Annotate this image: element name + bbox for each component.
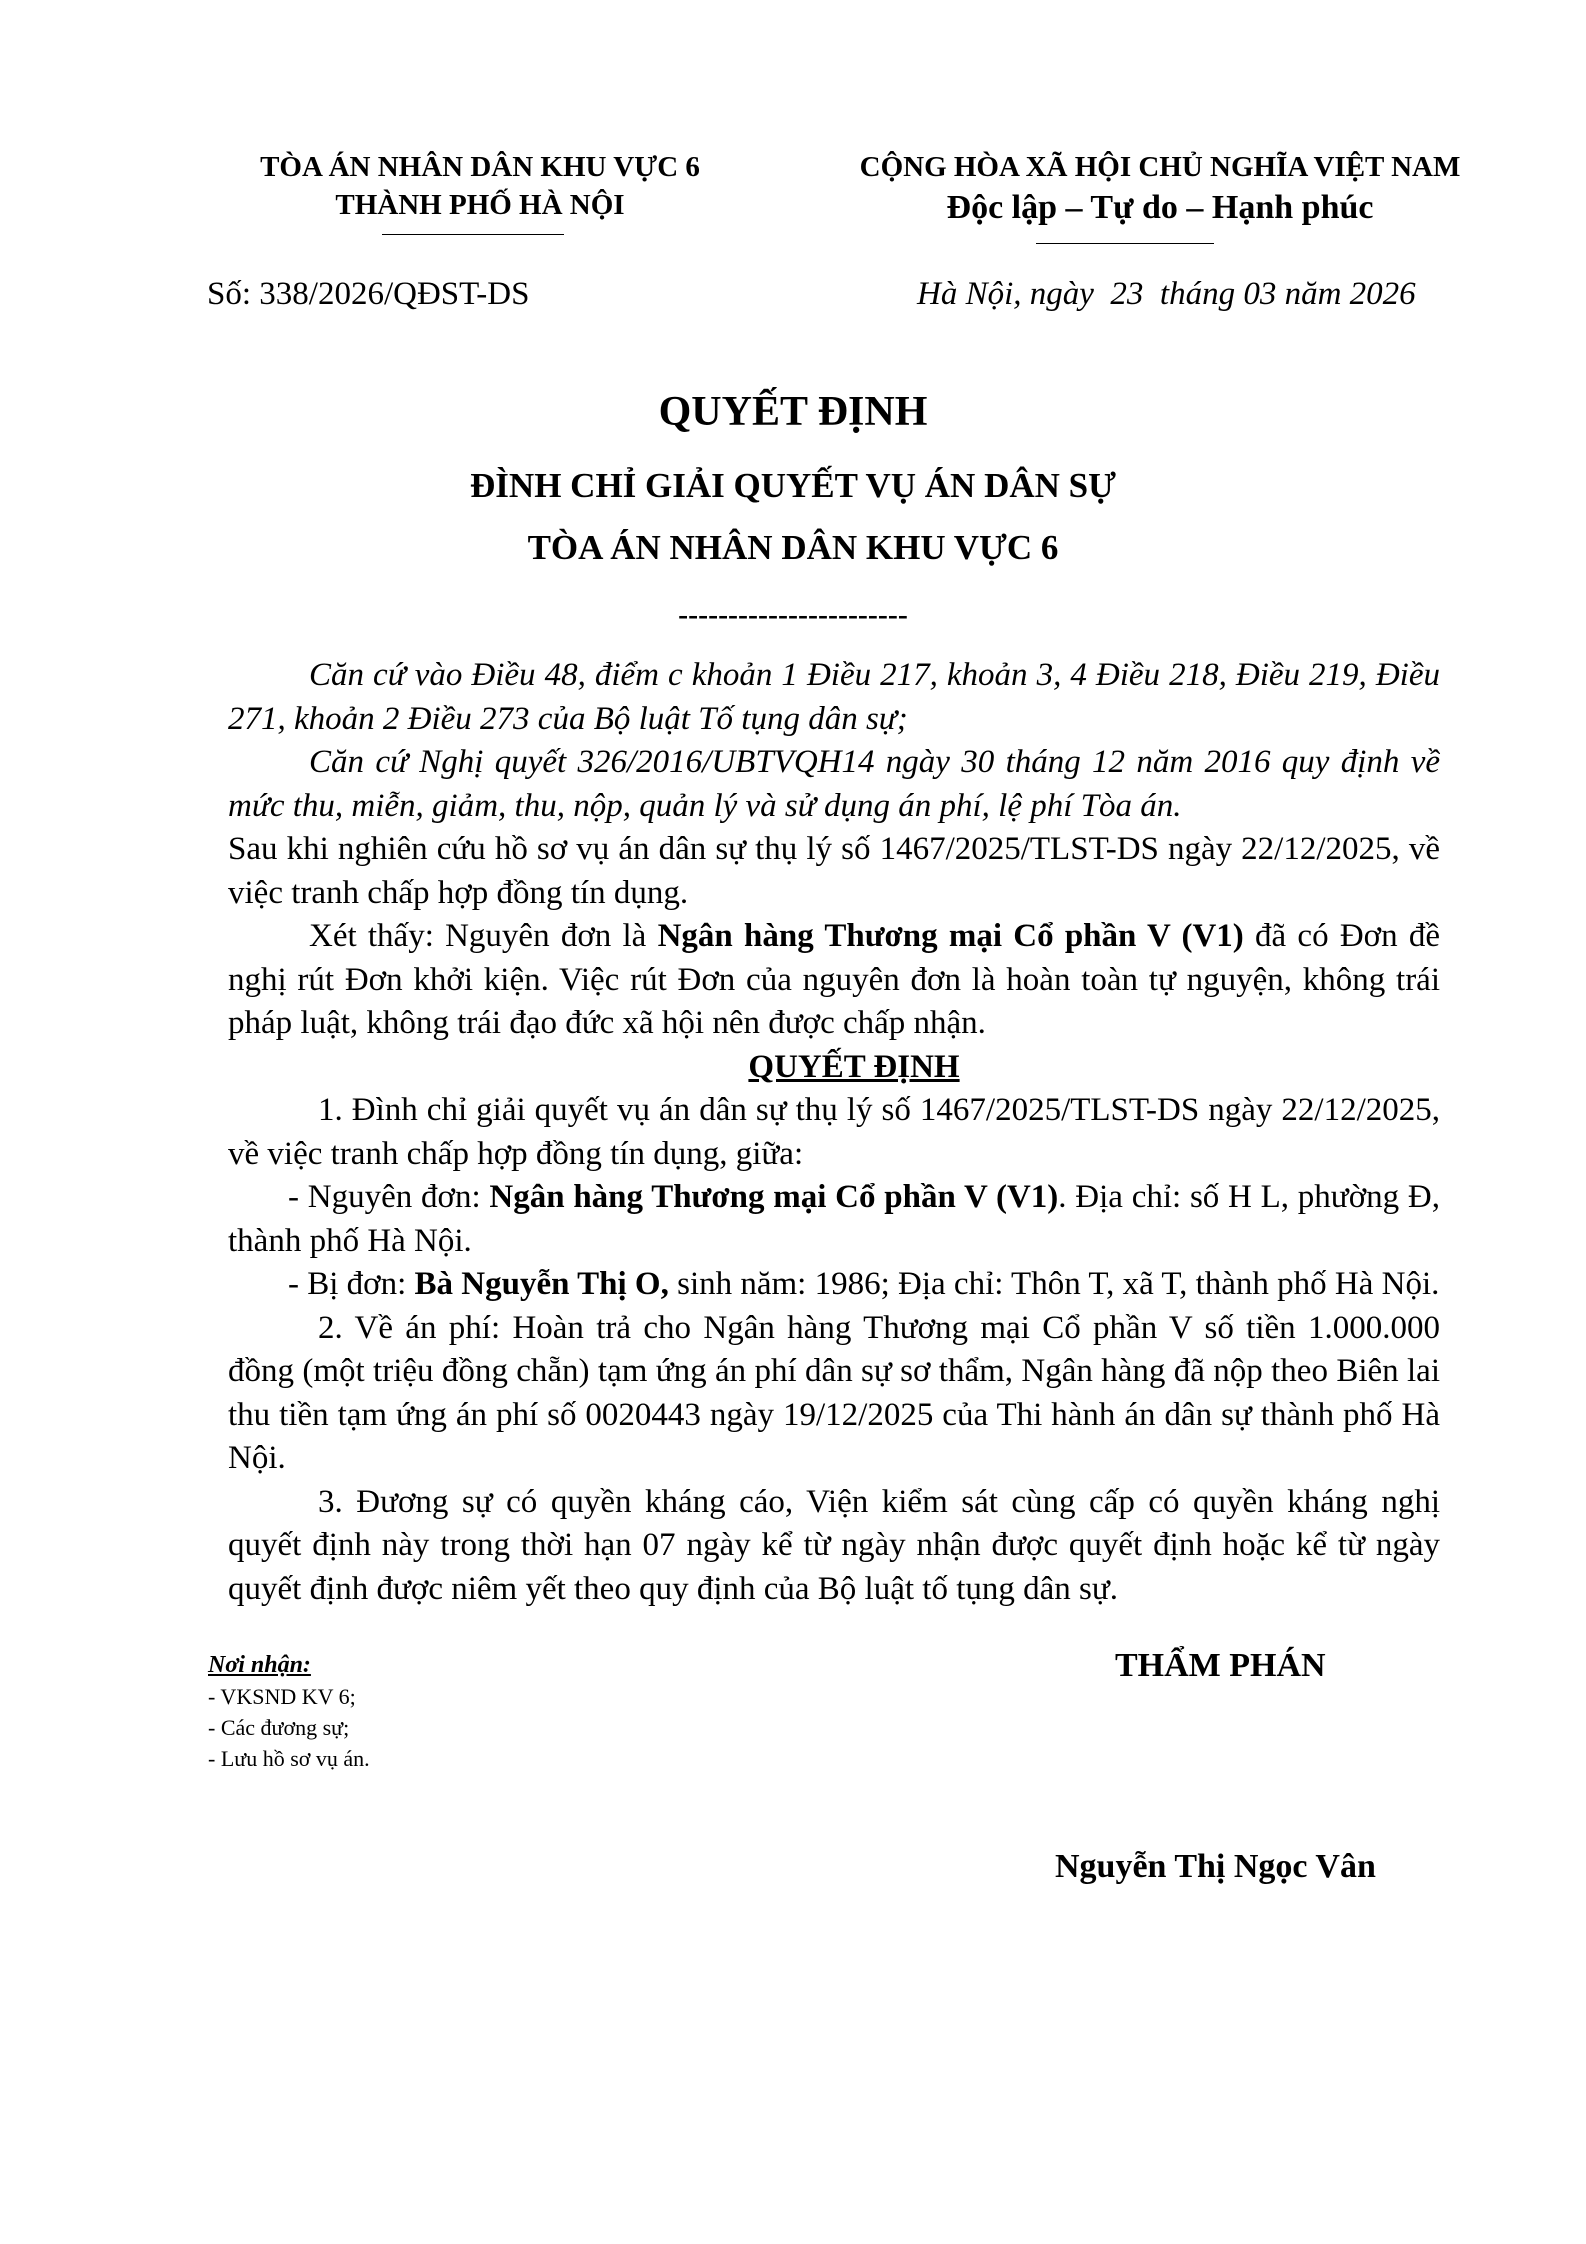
legal-basis-2: Căn cứ Nghị quyết 326/2016/UBTVQH14 ngày 30 tháng 12 năm 2016 quy định về mức thu, miễn, giảm, thu, nộp, quản lý và sử dụng án phí, lệ phí Tòa án. <box>228 744 1440 824</box>
recipients-block <box>208 1650 370 1774</box>
decision-item-2: 2. Về án phí: Hoàn trả cho Ngân hàng Thương mại Cổ phần V số tiền 1.000.000 đồng (một triệu đồng chẵn) tạm ứng án phí dân sự sơ thẩm, Ngân hàng đã nộp theo Biên lai thu tiền tạm ứng án phí số 0020443 ngày 19/12/2025 của Thi hành án dân sự thành phố Hà Nội. <box>228 1309 1440 1476</box>
court-header-rule <box>382 234 564 235</box>
issuing-court: TÒA ÁN NHÂN DÂN KHU VỰC 6 <box>527 528 1059 567</box>
plaintiff-name: Ngân hàng Thương mại Cổ phần V (V1) <box>489 1179 1059 1215</box>
national-motto <box>810 148 1510 230</box>
title-separator: ----------------------- <box>678 598 908 631</box>
signer-title: THẨM PHÁN <box>1115 1647 1326 1684</box>
recipient-item: - Các đương sự; <box>208 1715 350 1740</box>
motto-rule <box>1036 243 1214 244</box>
document-subject: ĐÌNH CHỈ GIẢI QUYẾT VỤ ÁN DÂN SỰ <box>470 466 1116 505</box>
document-number: Số: 338/2026/QĐST-DS <box>207 276 530 312</box>
court-header <box>200 148 760 224</box>
document-body <box>228 654 1440 1611</box>
decision-heading: QUYẾT ĐỊNH <box>748 1048 960 1085</box>
decision-item-1: 1. Đình chỉ giải quyết vụ án dân sự thụ lý số 1467/2025/TLST-DS ngày 22/12/2025, về việc tranh chấp hợp đồng tín dụng, giữa: <box>228 1092 1440 1172</box>
court-city: THÀNH PHỐ HÀ NỘI <box>335 189 625 221</box>
place-date: Hà Nội, ngày 23 tháng 03 năm 2026 <box>917 276 1416 312</box>
signer-name: Nguyễn Thị Ngọc Vân <box>1055 1848 1376 1885</box>
case-review: Sau khi nghiên cứu hồ sơ vụ án dân sự thụ lý số 1467/2025/TLST-DS ngày 22/12/2025, về việc tranh chấp hợp đồng tín dụng. <box>228 831 1440 911</box>
recipients-heading: Nơi nhận: <box>208 1652 311 1678</box>
court-name: TÒA ÁN NHÂN DÂN KHU VỰC 6 <box>260 151 700 183</box>
plaintiff-line: - Nguyên đơn: Ngân hàng Thương mại Cổ phần V (V1). Địa chỉ: số H L, phường Đ, thành phố Hà Nội. <box>228 1179 1440 1259</box>
decision-item-3: 3. Đương sự có quyền kháng cáo, Viện kiểm sát cùng cấp có quyền kháng nghị quyết định này trong thời hạn 07 ngày kể từ ngày nhận được quyết định hoặc kể từ ngày quyết định được niêm yết theo quy định của Bộ luật tố tụng dân sự. <box>228 1483 1440 1607</box>
country-name: CỘNG HÒA XÃ HỘI CHỦ NGHĨA VIỆT NAM <box>859 151 1461 183</box>
legal-basis-1: Căn cứ vào Điều 48, điểm c khoản 1 Điều 217, khoản 3, 4 Điều 218, Điều 219, Điều 271, khoản 2 Điều 273 của Bộ luật Tố tụng dân sự; <box>228 657 1440 737</box>
document-title: QUYẾT ĐỊNH <box>658 389 928 435</box>
defendant-line: - Bị đơn: Bà Nguyễn Thị O, sinh năm: 1986; Địa chỉ: Thôn T, xã T, thành phố Hà Nội. <box>288 1266 1440 1302</box>
recipient-item: - Lưu hồ sơ vụ án. <box>208 1746 370 1771</box>
defendant-name: Bà Nguyễn Thị O, <box>414 1266 669 1302</box>
motto: Độc lập – Tự do – Hạnh phúc <box>946 189 1374 226</box>
finding: Xét thấy: Nguyên đơn là Ngân hàng Thương mại Cổ phần V (V1) đã có Đơn đề nghị rút Đơn khởi kiện. Việc rút Đơn của nguyên đơn là hoàn toàn tự nguyện, không trái pháp luật, không trái đạo đức xã hội nên được chấp nhận. <box>228 918 1440 1041</box>
plaintiff-name: Ngân hàng Thương mại Cổ phần V (V1) <box>657 918 1244 954</box>
recipient-item: - VKSND KV 6; <box>208 1684 356 1709</box>
